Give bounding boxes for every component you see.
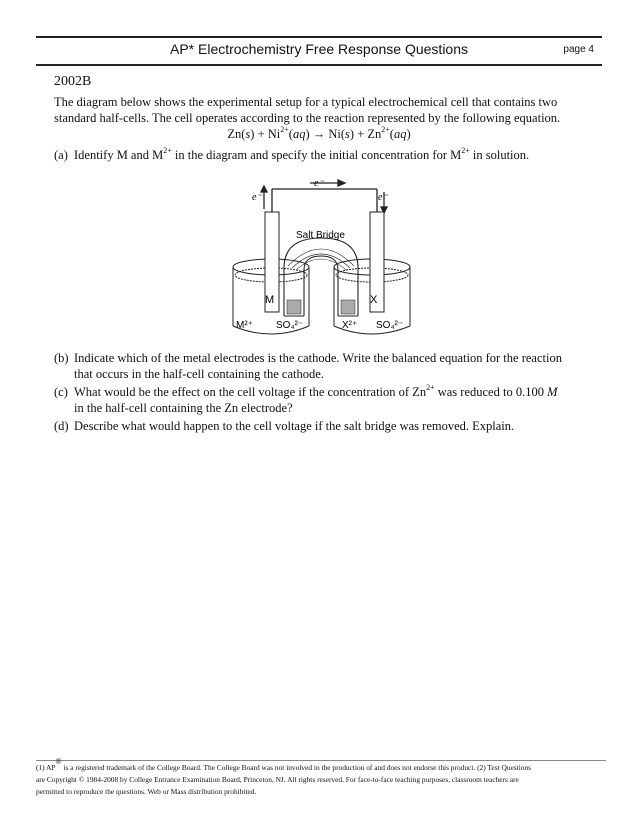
question-b: (b) Indicate which of the metal electrodes is the cathode. Write the balanced equation for the reaction that occurs in the half-cell containing the cathode. [54,351,562,381]
electrode-x-label: X [370,294,378,306]
ion-so4-right-label: SO₄²⁻ [376,320,404,331]
salt-bridge-plugs [287,300,355,314]
page-number: page 4 [563,44,594,55]
electron-top-label: e⁻ [314,178,324,189]
question-d: (d) Describe what would happen to the cell voltage if the salt bridge was removed. Explain. [54,419,515,433]
ion-x-label: X²⁺ [342,320,358,331]
ion-so4-left-label: SO₄²⁻ [276,320,304,331]
intro-line-2: standard half-cells. The cell operates according to the reaction represented by the following equation. [54,111,561,125]
question-c: (c) What would be the effect on the cell voltage if the concentration of $Zn^{2+}$ was reduced to 0.100 M in the half-cell containing the Zn electrode? [54,383,558,415]
reaction-equation: $Zn(s) + Ni^{2+}(aq) \to Ni(s) + Zn^{2+}(aq)$ [227,125,411,141]
electrochemical-cell-diagram [228,176,413,338]
salt-bridge-label: Salt Bridge [296,230,345,241]
electrode-m-label: M [265,294,275,306]
copyright-footer: (1) AP® is a registered trademark of the College Board. The College Board was not involved in the production of and does not endorse this product. (2) Test Questions are Copyright © 1984-2008 by College Entrance Examination Board, Princeton, NJ. All rights reserved. For face-to-face teaching purposes, classroom teachers are permitted to reproduce the questions. Web or Mass distribution prohibited. [36,760,606,798]
question-a: (a) Identify M and $M^{2+}$ in the diagram and specify the initial concentration for $M^{2+}$ in solution. [54,146,530,162]
ion-m-label: M²⁺ [236,320,253,331]
question-year: 2002B [54,74,92,89]
external-wire [261,180,387,213]
intro-paragraph [54,94,574,126]
header-title: AP* Electrochemistry Free Response Questions [169,41,468,57]
electron-right-label: e⁻ [378,192,388,203]
page-header [36,36,602,66]
intro-line-1: The diagram below shows the experimental setup for a typical electrochemical cell that contains two [54,95,558,109]
electron-left-label: e⁻ [252,192,262,203]
